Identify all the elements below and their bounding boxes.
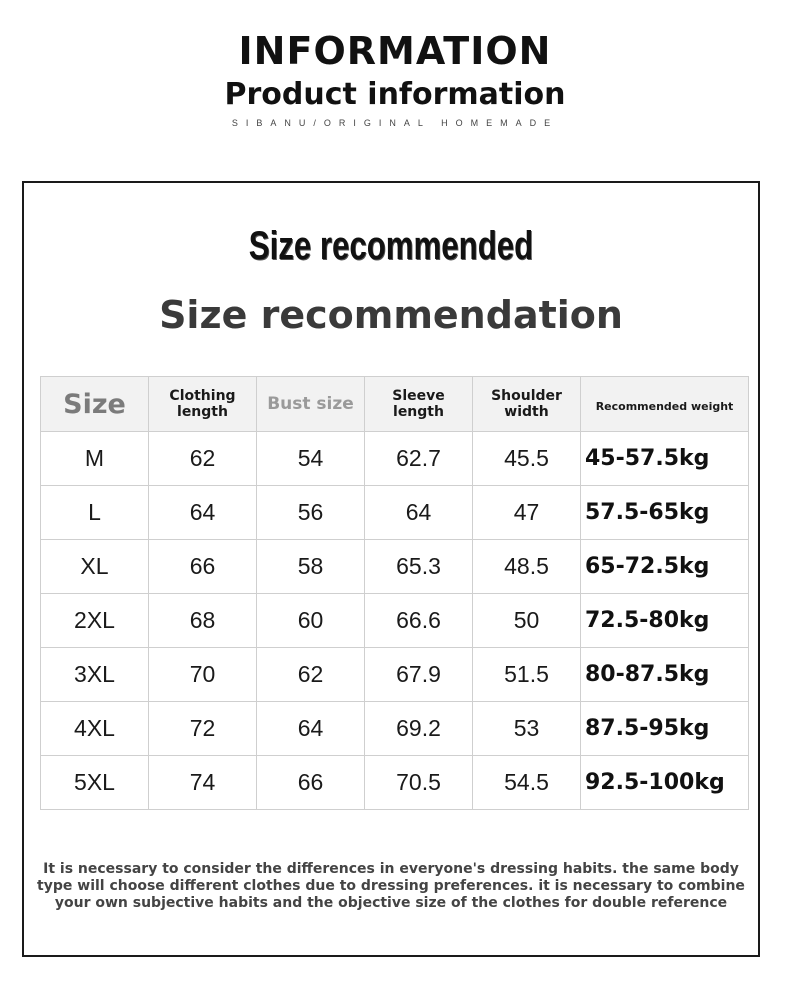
card-title-primary: Size recommended: [248, 224, 534, 268]
cell-sleeve-length: 62.7: [365, 432, 473, 486]
cell-recommended-weight: 72.5-80kg: [581, 594, 749, 648]
cell-bust-size: 62: [257, 648, 365, 702]
header-title: INFORMATION: [238, 29, 552, 73]
cell-bust-size: 58: [257, 540, 365, 594]
cell-recommended-weight: 92.5-100kg: [581, 756, 749, 810]
cell-size: 2XL: [41, 594, 149, 648]
header-subtitle: Product information: [224, 77, 566, 112]
cell-sleeve-length: 67.9: [365, 648, 473, 702]
cell-clothing-length: 68: [149, 594, 257, 648]
table-row: [41, 540, 749, 594]
table-row: [41, 756, 749, 810]
cell-clothing-length: 72: [149, 702, 257, 756]
table-header-row: [41, 377, 749, 432]
cell-sleeve-length: 65.3: [365, 540, 473, 594]
cell-bust-size: 54: [257, 432, 365, 486]
size-table: [40, 376, 749, 810]
table-row: [41, 702, 749, 756]
column-header-clothing-length: Clothing length: [149, 377, 257, 432]
column-header-recommended-weight: Recommended weight: [581, 377, 749, 432]
cell-size: 3XL: [41, 648, 149, 702]
cell-size: L: [41, 486, 149, 540]
cell-shoulder-width: 50: [473, 594, 581, 648]
column-header-sleeve-length: Sleeve length: [365, 377, 473, 432]
cell-size: 4XL: [41, 702, 149, 756]
cell-clothing-length: 62: [149, 432, 257, 486]
cell-bust-size: 60: [257, 594, 365, 648]
cell-shoulder-width: 47: [473, 486, 581, 540]
table-row: [41, 486, 749, 540]
cell-shoulder-width: 45.5: [473, 432, 581, 486]
cell-recommended-weight: 65-72.5kg: [581, 540, 749, 594]
cell-size: 5XL: [41, 756, 149, 810]
column-header-size: Size: [41, 377, 149, 432]
cell-clothing-length: 64: [149, 486, 257, 540]
cell-bust-size: 56: [257, 486, 365, 540]
cell-recommended-weight: 87.5-95kg: [581, 702, 749, 756]
table-row: [41, 432, 749, 486]
cell-shoulder-width: 54.5: [473, 756, 581, 810]
cell-clothing-length: 66: [149, 540, 257, 594]
cell-sleeve-length: 66.6: [365, 594, 473, 648]
cell-shoulder-width: 51.5: [473, 648, 581, 702]
cell-sleeve-length: 64: [365, 486, 473, 540]
table-row: [41, 648, 749, 702]
table-row: [41, 594, 749, 648]
cell-recommended-weight: 57.5-65kg: [581, 486, 749, 540]
cell-bust-size: 66: [257, 756, 365, 810]
cell-recommended-weight: 80-87.5kg: [581, 648, 749, 702]
cell-sleeve-length: 69.2: [365, 702, 473, 756]
card-title-secondary: Size recommendation: [159, 293, 623, 337]
column-header-shoulder-width: Shoulder width: [473, 377, 581, 432]
header-tagline: SIBANU/ORIGINAL HOMEMADE: [231, 118, 559, 128]
cell-sleeve-length: 70.5: [365, 756, 473, 810]
cell-shoulder-width: 53: [473, 702, 581, 756]
cell-size: M: [41, 432, 149, 486]
sizing-note: It is necessary to consider the differences in everyone's dressing habits. the same body type will choose different clothes due to dressing preferences. it is necessary to combine your own subjective habits and the objective size of the clothes for double reference: [37, 861, 745, 911]
cell-size: XL: [41, 540, 149, 594]
size-card: [22, 181, 760, 957]
cell-shoulder-width: 48.5: [473, 540, 581, 594]
cell-clothing-length: 70: [149, 648, 257, 702]
cell-clothing-length: 74: [149, 756, 257, 810]
cell-bust-size: 64: [257, 702, 365, 756]
cell-recommended-weight: 45-57.5kg: [581, 432, 749, 486]
column-header-bust-size: Bust size: [257, 377, 365, 432]
